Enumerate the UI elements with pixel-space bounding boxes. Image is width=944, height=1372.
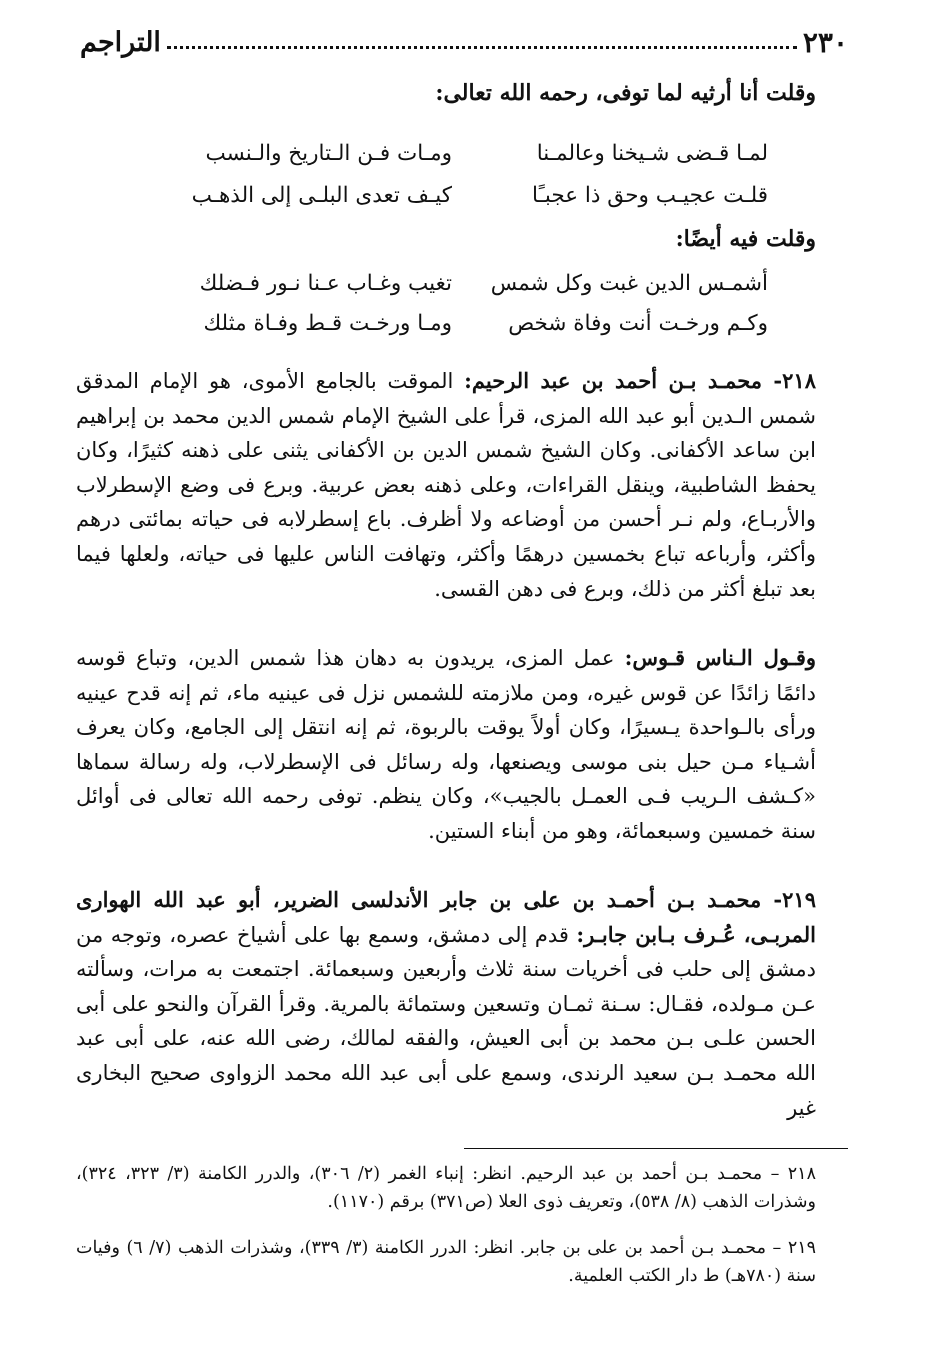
biography-entry-218 (76, 364, 816, 606)
entry-heading: ٢١٩- محمـد بـن أحمـد بن على بن جابر الأندلسى الضرير، أبو عبد الله الهوارى المربـى، عُـرف بـابن جابـر: (76, 887, 816, 947)
header-dotted-leader (167, 46, 797, 49)
biography-paragraph (76, 641, 816, 849)
verse-first-hemistich: قلـت عجيـب وحق ذا عجبـًا (532, 183, 768, 208)
verse-first-hemistich: وكـم ورخـت أنت وفاة شخص (508, 311, 768, 336)
entry-text: الموقت بالجامع الأموى، هو الإمام المدقق شمس الـدين أبو عبد الله المزى، قرأ على الشيخ الإمام شمس الدين محمد بن إبراهيم ابن ساعد الأكفانى. وكان الشيخ شمس الدين بن الأكفانى يثنى على ذهنه كثيرًا، وكان يحفظ الشاطبية، وينقل القراءات، وعلى ذهنه بعض عربية. وبرع فى وضع الإسطرلاب والأربـاع، ولم نـر أحسن من أوضاعه ولا أظرف. باع إسطرلابه فى حياته بمائتى درهم وأكثر، وأرباعه تباع بخمسين درهمًا وأكثر، وتهافت الناس عليها فى حياته، ولعلها فيما بعد تبلغ أكثر من ذلك، وبرع فى دهن القسى. (76, 369, 816, 601)
poem-intro: وقلت فيه أيضًا: (675, 226, 816, 252)
verse-second-hemistich: ومـا ورخـت قـط وفـاة مثلك (203, 311, 452, 336)
entry-heading: ٢١٨- محمـد بـن أحمد بن عبد الرحيم: (464, 368, 816, 393)
page-header (80, 22, 848, 62)
footnote: ٢١٨ – محمـد بـن أحمد بن عبد الرحيم. انظر: إنباء الغمر (٢/ ٣٠٦)، والدرر الكامنة (٣/ ٣٢٣، ٣٢٤)، وشذرات الذهب (٨/ ٥٣٨)، وتعريف ذوى العلا (ص٣٧١) برقم (١١٧٠). (76, 1164, 816, 1212)
verse-second-hemistich: ومـات فـن الـتاريخ والـنسب (205, 141, 452, 166)
verse-first-hemistich: أشمـس الدين غبت وكل شمس (490, 271, 768, 296)
page-number: ٢٣٠ (802, 25, 848, 59)
biography-entry-219 (76, 883, 816, 1125)
verse-first-hemistich: لمـا قـضى شـيخنا وعالمـنا (536, 141, 768, 166)
footnote: ٢١٩ – محمـد بـن أحمد بن على بن جابر. انظر: الدرر الكامنة (٣/ ٣٣٩)، وشذرات الذهب (٧/ ٦) وفيات سنة (٧٨٠هـ) ط دار الكتب العلمية. (76, 1238, 817, 1286)
footnote-separator (464, 1148, 848, 1149)
running-title: التراجم (80, 26, 161, 58)
entry-text: قدم إلى دمشق، وسمع بها على أشياخ عصره، وتوجه من دمشق إلى حلب فى أخريات سنة ثلاث وأربعين وسبعمائة. اجتمعت به مرات، وسألته عـن مـولده، فقـال: سـنة ثمـان وتسعين وستمائة بالمرية. وقرأ القرآن والنحو على أبى الحسن علـى بـن محمد بن أبى العيش، والفقه لمالك، رضى الله عنه، على أبى عبد الله محمـد بـن سعيد الرندى، وسمع على أبى عبد الله محمد الزواوى صحيح البخارى غير (76, 922, 816, 1120)
poem-intro: وقلت أنا أرثيه لما توفى، رحمه الله تعالى: (435, 80, 816, 106)
paragraph-text: عمل المزى، يريدون به دهان هذا شمس الدين، وتباع قوسه دائمًا زائدًا عن قوس غيره، ومن ملازمته للشمس نزل فى عينيه ماء، ثم إنه قدح عينيه ورأى بالـواحدة يـسيرًا، وكان أولاً يوقت بالربوة، ثم إنه انتقل إلى الجامع، وكان يعرف أشـياء مـن حيل بنى موسى ويصنعها، وله رسائل فى الإسطرلاب، وله رسالة سماها «كـشف الـريب فـى العمـل بالجيب»، وكان ينظم. توفى رحمه الله تعالى فى أوائل سنة خمسين وسبعمائة، وهو من أبناء الستين. (76, 646, 816, 843)
paragraph-lead: وقـول الـناس قـوس: (624, 645, 817, 670)
verse-second-hemistich: كيـف تعدى البلـى إلى الذهـب (191, 183, 452, 208)
verse-second-hemistich: تغيب وغـاب عـنا نـور فـضلك (199, 271, 452, 296)
